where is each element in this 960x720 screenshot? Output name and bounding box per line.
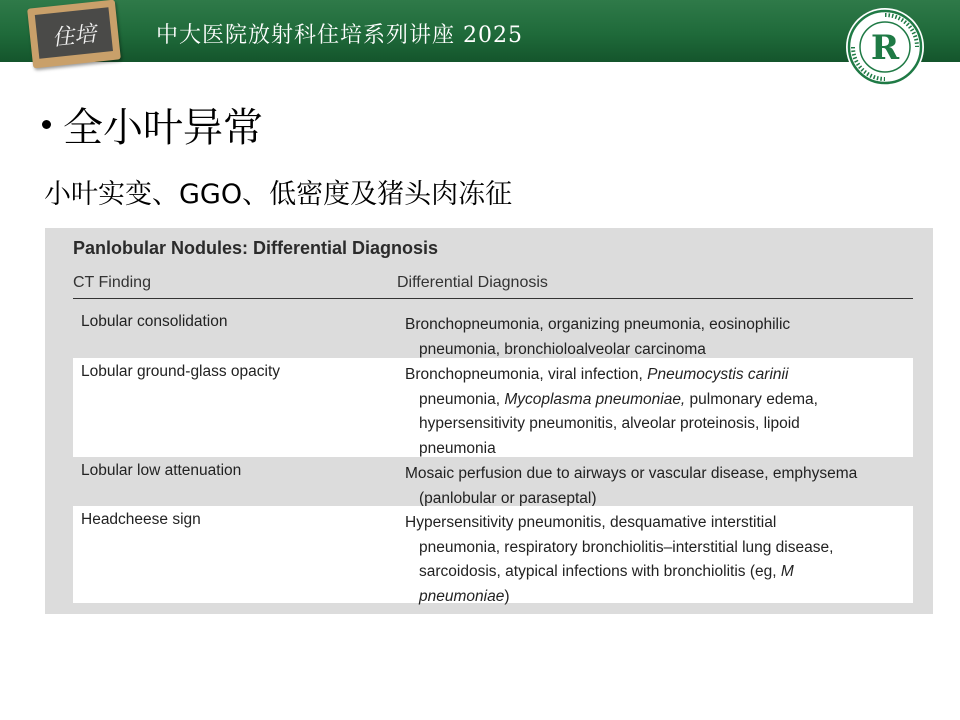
diagnosis-text: )	[504, 587, 510, 605]
table-row	[73, 457, 913, 506]
hospital-logo-icon	[845, 7, 925, 87]
diagnosis-cell	[405, 313, 915, 362]
header-title: 中大医院放射科住培系列讲座 2025	[156, 23, 523, 48]
finding-cell: Lobular low attenuation	[81, 462, 242, 479]
chalkboard-badge	[27, 0, 121, 68]
diagnosis-line: Mosaic perfusion due to airways or vascular disease, emphysema	[405, 465, 858, 482]
finding-cell: Lobular ground-glass opacity	[81, 363, 281, 380]
diagnosis-italic: M	[780, 563, 794, 580]
diagnosis-line: (panlobular or paraseptal)	[419, 489, 597, 507]
bullet-icon	[42, 120, 51, 129]
diagnosis-cell	[405, 363, 915, 461]
slide-heading-text: 全小叶异常	[63, 105, 263, 151]
diagnosis-line	[405, 585, 915, 610]
finding-cell: Headcheese sign	[81, 511, 201, 528]
diagnosis-line	[405, 388, 915, 413]
table-row	[73, 506, 913, 603]
diagnosis-italic: Mycoplasma pneumoniae,	[504, 390, 686, 408]
diagnosis-italic: Pneumocystis carinii	[647, 366, 789, 383]
table-row	[73, 308, 913, 358]
diagnosis-line: Hypersensitivity pneumonitis, desquamative interstitial	[405, 514, 777, 531]
finding-cell: Lobular consolidation	[81, 313, 228, 330]
diagnosis-text: pulmonary edema,	[685, 390, 818, 408]
chalkboard-surface	[35, 7, 113, 58]
diagnosis-text: pneumonia,	[419, 390, 505, 408]
diagnosis-cell	[405, 511, 915, 609]
column-header-diagnosis: Differential Diagnosis	[397, 274, 548, 291]
slide-subtitle: 小叶实变、GGO、低密度及猪头肉冻征	[44, 179, 513, 210]
slide-heading	[42, 96, 263, 153]
diagnosis-italic: pneumoniae	[419, 587, 505, 605]
column-header-finding: CT Finding	[73, 274, 151, 291]
logo-letter: R	[870, 28, 900, 68]
diagnosis-line: Bronchopneumonia, organizing pneumonia, eosinophilic	[405, 316, 791, 333]
diagnosis-line: pneumonia	[419, 439, 496, 457]
header-bar	[0, 0, 960, 68]
diagnosis-line	[405, 560, 915, 585]
diagnosis-cell	[405, 462, 915, 511]
diagnosis-line	[405, 363, 915, 388]
differential-table	[45, 228, 933, 614]
diagnosis-line: pneumonia, bronchioloalveolar carcinoma	[419, 340, 706, 358]
table-title: Panlobular Nodules: Differential Diagnosis	[73, 238, 439, 258]
diagnosis-line: hypersensitivity pneumonitis, alveolar proteinosis, lipoid	[419, 415, 800, 432]
diagnosis-line: pneumonia, respiratory bronchiolitis–interstitial lung disease,	[419, 538, 834, 556]
table-row	[73, 358, 913, 457]
diagnosis-text: Bronchopneumonia, viral infection,	[405, 366, 648, 383]
chalkboard-text: 住培	[51, 21, 98, 52]
header-divider	[73, 298, 913, 299]
diagnosis-text: sarcoidosis, atypical infections with bronchiolitis (eg,	[419, 563, 781, 580]
